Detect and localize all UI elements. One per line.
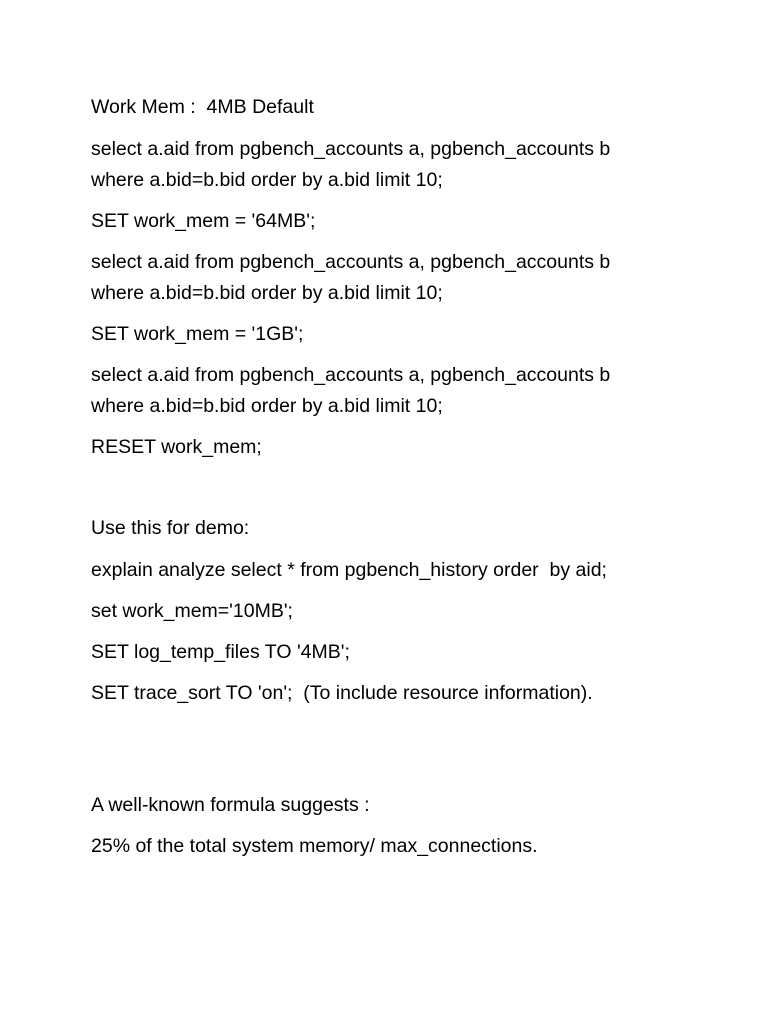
query-1-line-2: where a.bid=b.bid order by a.bid limit 10; <box>91 169 443 191</box>
query-3-line-1: select a.aid from pgbench_accounts a, pgbench_accounts b <box>91 364 611 386</box>
query-1-line-1: select a.aid from pgbench_accounts a, pgbench_accounts b <box>91 138 611 160</box>
demo-heading: Use this for demo: <box>91 517 250 539</box>
formula-text: 25% of the total system memory/ max_connections. <box>91 835 538 857</box>
demo-set-trace-sort: SET trace_sort TO 'on'; (To include resource information). <box>91 682 593 704</box>
query-2-line-1: select a.aid from pgbench_accounts a, pgbench_accounts b <box>91 251 611 273</box>
query-2-line-2: where a.bid=b.bid order by a.bid limit 10; <box>91 282 443 304</box>
formula-heading: A well-known formula suggests : <box>91 794 370 816</box>
reset-work-mem: RESET work_mem; <box>91 436 262 458</box>
set-work-mem-1gb: SET work_mem = '1GB'; <box>91 323 304 345</box>
set-work-mem-64mb: SET work_mem = '64MB'; <box>91 210 316 232</box>
demo-set-work-mem: set work_mem='10MB'; <box>91 600 293 622</box>
heading-work-mem: Work Mem : 4MB Default <box>91 96 314 118</box>
demo-set-log-temp-files: SET log_temp_files TO '4MB'; <box>91 641 350 663</box>
demo-explain-analyze: explain analyze select * from pgbench_history order by aid; <box>91 559 607 581</box>
query-3-line-2: where a.bid=b.bid order by a.bid limit 10; <box>91 395 443 417</box>
